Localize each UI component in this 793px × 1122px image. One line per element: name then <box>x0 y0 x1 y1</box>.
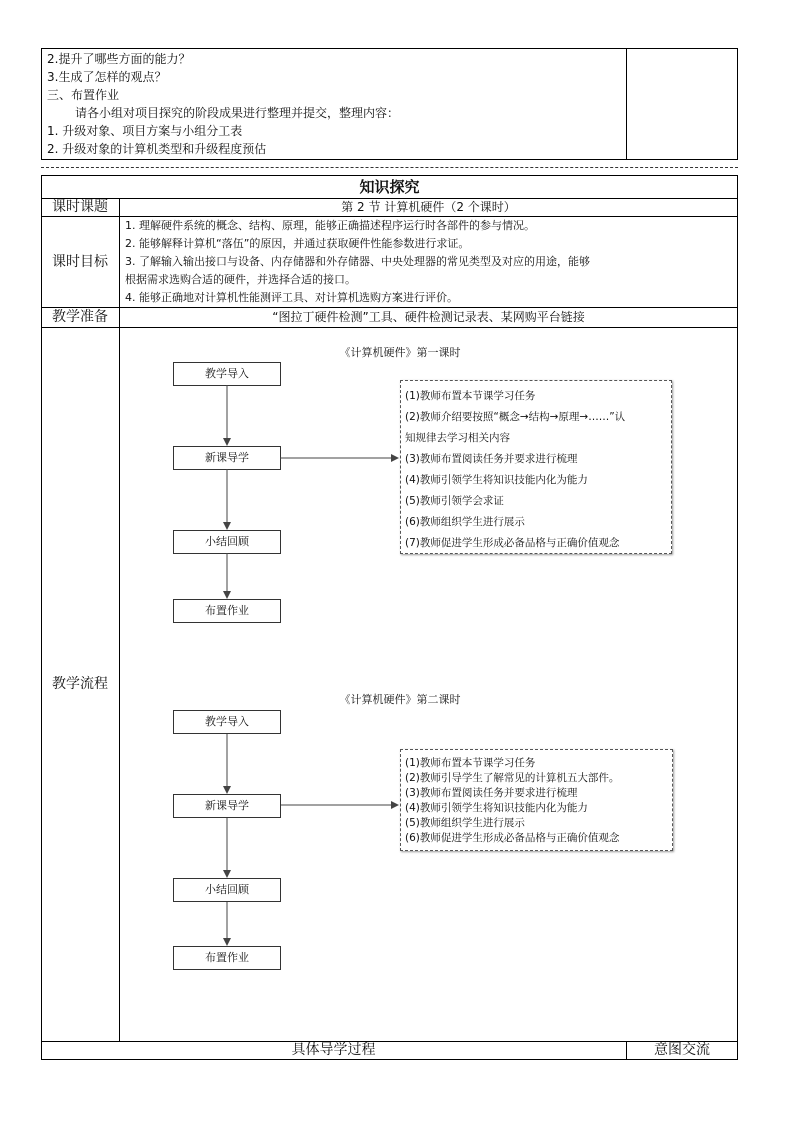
flow-step-box: 教学导入 <box>173 710 281 734</box>
goal-item: 3. 了解输入输出接口与设备、内存储器和外存储器、中央处理器的常见类型及对应的用途，能够 <box>125 255 590 268</box>
topic-value: 第 2 节 计算机硬件（2 个课时） <box>341 200 516 214</box>
note-item: (5)教师组织学生进行展示 <box>405 817 525 829</box>
footer-left-header: 具体导学过程 <box>291 1042 376 1058</box>
goal-item: 4. 能够正确地对计算机性能测评工具、对计算机选购方案进行评价。 <box>125 291 458 304</box>
note-item: (5)教师引领学会求证 <box>405 495 504 507</box>
flow-step-box: 新课导学 <box>173 446 281 470</box>
note-item-continued: 知规律去学习相关内容 <box>405 432 510 444</box>
prep-label: 教学准备 <box>52 309 108 325</box>
text-line: 2.提升了哪些方面的能力？ <box>47 52 191 66</box>
list-item: 2. 升级对象的计算机类型和升级程度预估 <box>47 142 267 156</box>
flow-step-box: 小结回顾 <box>173 878 281 902</box>
topic-label: 课时课题 <box>52 199 108 215</box>
flowchart-title: 《计算机硬件》第二课时 <box>339 693 461 706</box>
teacher-notes-box <box>400 749 673 851</box>
prep-value: “图拉丁硬件检测”工具、硬件检测记录表、某网购平台链接 <box>272 310 585 324</box>
section-title: 知识探究 <box>359 178 420 196</box>
note-item: (7)教师促进学生形成必备品格与正确价值观念 <box>405 537 620 549</box>
flow-label: 教学流程 <box>52 676 108 692</box>
goal-item: 2. 能够解释计算机“落伍”的原因，并通过获取硬件性能参数进行求证。 <box>125 237 470 250</box>
footer-right-header: 意图交流 <box>654 1042 710 1058</box>
note-item: (6)教师促进学生形成必备品格与正确价值观念 <box>405 832 620 844</box>
text-line: 请各小组对项目探究的阶段成果进行整理并提交，整理内容： <box>75 106 400 120</box>
note-item: (1)教师布置本节课学习任务 <box>405 757 536 769</box>
list-item: 1. 升级对象、项目方案与小组分工表 <box>47 124 243 138</box>
note-item: (2)教师引导学生了解常见的计算机五大部件。 <box>405 772 620 784</box>
goal-item: 1. 理解硬件系统的概念、结构、原理，能够正确描述程序运行时各部件的参与情况。 <box>125 219 535 232</box>
note-item: (1)教师布置本节课学习任务 <box>405 390 536 402</box>
goals-label: 课时目标 <box>52 254 108 270</box>
note-item: (2)教师介绍要按照“概念→结构→原理→……”认 <box>405 411 626 423</box>
note-item: (3)教师布置阅读任务并要求进行梳理 <box>405 453 578 465</box>
teacher-notes-box <box>400 380 672 554</box>
flow-step-box: 小结回顾 <box>173 530 281 554</box>
note-item: (3)教师布置阅读任务并要求进行梳理 <box>405 787 578 799</box>
flow-step-box: 布置作业 <box>173 599 281 623</box>
note-item: (4)教师引领学生将知识技能内化为能力 <box>405 474 588 486</box>
flow-step-box: 新课导学 <box>173 794 281 818</box>
flow-step-box: 布置作业 <box>173 946 281 970</box>
section-heading: 三、布置作业 <box>47 88 120 102</box>
note-item: (4)教师引领学生将知识技能内化为能力 <box>405 802 588 814</box>
flow-step-box: 教学导入 <box>173 362 281 386</box>
text-line: 3.生成了怎样的观点？ <box>47 70 167 84</box>
flowchart-title: 《计算机硬件》第一课时 <box>339 346 461 359</box>
note-item: (6)教师组织学生进行展示 <box>405 516 525 528</box>
goal-item-continued: 根据需求选购合适的硬件，并选择合适的接口。 <box>125 273 356 286</box>
table-border-bottom <box>41 1059 738 1060</box>
